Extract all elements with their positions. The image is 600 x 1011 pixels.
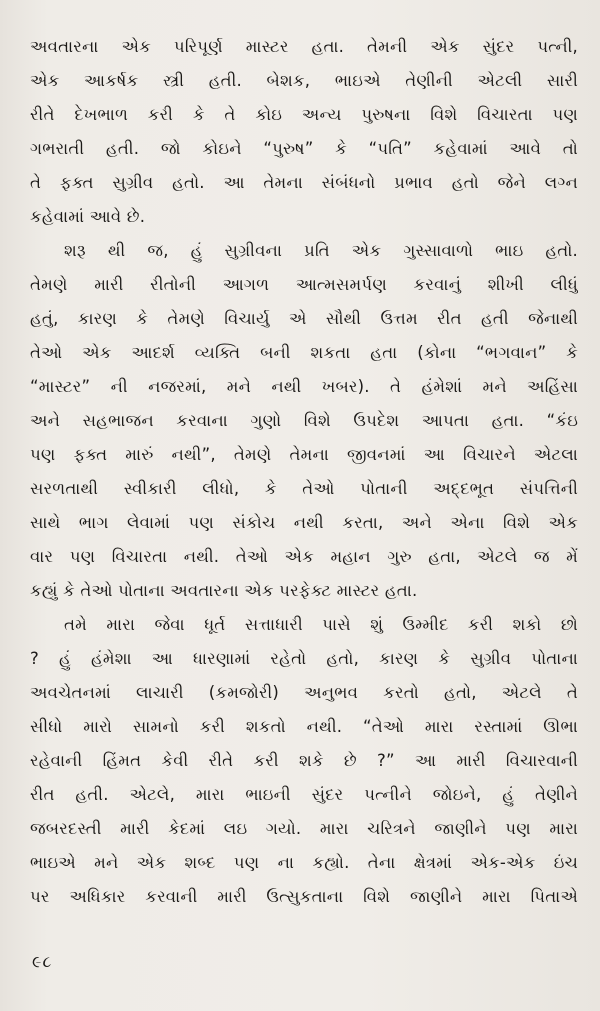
text-line: કહ્યું કે તેઓ પોતાના અવતારના એક પરફેક્ટ માસ્ટર હતા. [30,581,418,600]
text-line: હતું, કારણ કે તેમણે વિચાર્યુ એ સૌથી ઉત્તમ રીત હતી જેનાથી [30,309,578,328]
paragraph-1 [30,30,578,234]
text-line: તેમણે મારી રીતોની આગળ આત્મસમર્પણ કરવાનું શીખી લીધું [30,275,578,294]
paragraph-2 [30,234,578,608]
text-line: ગભરાતી હતી. જો કોઇને “પુરુષ” કે “પતિ” કહેવામાં આવે તો [30,139,578,158]
text-line: રીતે દેખભાળ કરી કે તે કોઇ અન્ય પુરુષના વિશે વિચારતા પણ [30,105,578,124]
text-line: રીત હતી. એટલે, મારા ભાઇની સુંદર પત્નીને જોઇને, હું તેણીને [30,785,578,804]
text-line: સાથે ભાગ લેવામાં પણ સંકોચ નથી કરતા, અને એના વિશે એક [30,513,578,532]
text-line: પર અધિકાર કરવાની મારી ઉત્સુકતાના વિશે જાણીને મારા પિતાએ [30,887,578,906]
text-line: તે ફક્ત સુગ્રીવ હતો. આ તેમના સંબંધનો પ્રભાવ હતો જેને લગ્ન [30,173,578,192]
text-line: એક આકર્ષક સ્ત્રી હતી. બેશક, ભાઇએ તેણીની એટલી સારી [30,71,578,90]
text-line: ભાઇએ મને એક શબ્દ પણ ના કહ્યો. તેના ક્ષેત્રમાં એક-એક ઇંચ [30,853,578,872]
text-line: તેઓ એક આદર્શ વ્યક્તિ બની શકતા હતા (કોના “ભગવાન” કે [30,343,578,362]
text-line: રહેવાની હિંમત કેવી રીતે કરી શકે છે ?” આ મારી વિચારવાની [30,751,578,770]
text-line: અવચેતનમાં લાચારી (કમજોરી) અનુભવ કરતો હતો, એટલે તે [30,683,578,702]
text-line: અને સહભાજન કરવાના ગુણો વિશે ઉપદેશ આપતા હતા. “કંઇ [30,411,578,430]
text-line: વાર પણ વિચારતા નથી. તેઓ એક મહાન ગુરુ હતા, એટલે જ મેં [30,547,578,566]
text-line: સરળતાથી સ્વીકારી લીધો, કે તેઓ પોતાની અદ્દભૂત સંપત્તિની [30,479,578,498]
body-text [30,30,578,914]
text-line: અવતારના એક પરિપૂર્ણ માસ્ટર હતા. તેમની એક સુંદર પત્ની, [30,37,578,56]
text-line: કહેવામાં આવે છે. [30,207,146,226]
text-line: પણ ફક્ત મારું નથી”, તેમણે તેમના જીવનમાં આ વિચારને એટલા [30,445,578,464]
page-number: ૯૮ [32,952,53,971]
text-line: જબરદસ્તી મારી કેદમાં લઇ ગયો. મારા ચરિત્રને જાણીને પણ મારા [30,819,578,838]
text-line: શરૂ થી જ, હું સુગ્રીવના પ્રતિ એક ગુસ્સાવાળો ભાઇ હતો. [64,241,578,260]
paragraph-3 [30,608,578,914]
text-line: તમે મારા જેવા ધૂર્ત સત્તાધારી પાસે શું ઉમ્મીદ કરી શકો છો [64,615,578,634]
text-line: સીધો મારો સામનો કરી શકતો નથી. “તેઓ મારા રસ્તામાં ઊભા [30,717,578,736]
text-line: “માસ્ટર” ની નજરમાં, મને નથી ખબર). તે હંમેશાં મને અહિંસા [30,377,578,396]
text-line: ? હું હંમેશા આ ધારણામાં રહેતો હતો, કારણ કે સુગ્રીવ પોતાના [30,649,578,668]
